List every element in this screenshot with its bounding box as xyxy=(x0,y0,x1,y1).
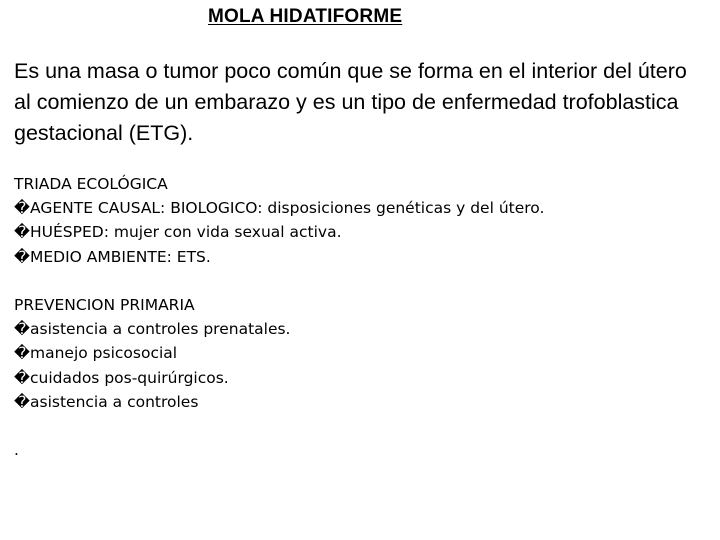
item-label: HUÉSPED: xyxy=(30,223,109,242)
trailing-period: . xyxy=(14,441,19,460)
prevencion-item xyxy=(14,317,544,341)
item-label: MEDIO AMBIENTE: xyxy=(30,247,172,266)
item-text: disposiciones genéticas y del útero. xyxy=(262,199,545,218)
item-label: AGENTE CAUSAL: BIOLOGICO: xyxy=(30,199,263,218)
item-text: cuidados pos-quirúrgicos. xyxy=(30,368,229,387)
intro-line: al comienzo de un embarazo y es un tipo de enfermedad trofoblastica xyxy=(14,90,679,114)
item-text: manejo psicosocial xyxy=(30,344,178,363)
bullet-icon: � xyxy=(14,368,30,387)
item-text: mujer con vida sexual activa. xyxy=(108,223,342,242)
prevencion-item xyxy=(14,341,544,365)
bullet-icon: � xyxy=(14,344,30,363)
page-title: MOLA HIDATIFORME xyxy=(208,6,403,27)
intro-line: gestacional (ETG). xyxy=(14,121,194,145)
bullet-icon: � xyxy=(14,199,30,218)
intro-line: Es una masa o tumor poco común que se forma en el interior del útero xyxy=(14,59,687,83)
prevencion-heading: PREVENCION PRIMARIA xyxy=(14,295,195,314)
spacer xyxy=(14,269,544,293)
triada-item-medio-ambiente xyxy=(14,245,544,269)
item-text: ETS. xyxy=(171,247,211,266)
triada-heading: TRIADA ECOLÓGICA xyxy=(14,175,168,193)
triada-item-agente xyxy=(14,196,544,220)
triada-item-huesped xyxy=(14,220,544,244)
notes-body xyxy=(14,172,544,462)
bullet-icon: � xyxy=(14,247,30,266)
prevencion-item xyxy=(14,390,544,414)
bullet-icon: � xyxy=(14,320,30,339)
bullet-icon: � xyxy=(14,392,30,411)
prevencion-item xyxy=(14,366,544,390)
intro-paragraph xyxy=(14,56,720,149)
bullet-icon: � xyxy=(14,223,30,242)
spacer xyxy=(14,414,544,438)
item-text: asistencia a controles prenatales. xyxy=(30,320,291,339)
item-text: asistencia a controles xyxy=(30,392,199,411)
